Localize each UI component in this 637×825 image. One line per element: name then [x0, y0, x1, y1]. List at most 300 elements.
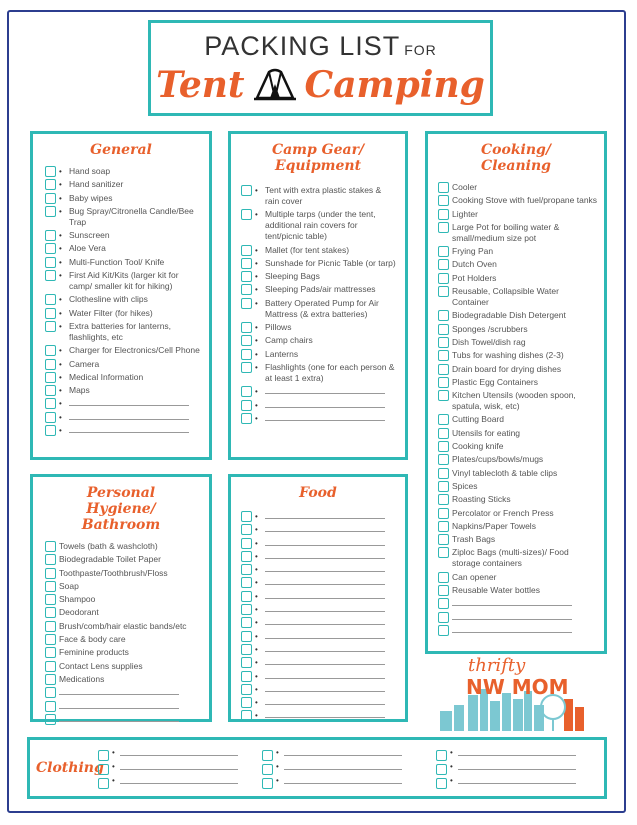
- item-label: Cutting Board: [452, 414, 504, 425]
- clothing-row: •: [436, 776, 576, 790]
- checkbox[interactable]: [438, 625, 449, 636]
- list-item: [239, 617, 397, 628]
- blank-line: [265, 413, 385, 421]
- checkbox[interactable]: [438, 454, 449, 465]
- bullet: •: [59, 180, 62, 190]
- checkbox[interactable]: [241, 710, 252, 721]
- item-label: Reusable Water bottles: [452, 585, 541, 596]
- blank-line: [265, 684, 385, 692]
- checkbox[interactable]: [98, 750, 109, 761]
- list-item: [436, 209, 598, 220]
- list-item: [239, 631, 397, 642]
- bullet: •: [255, 272, 258, 282]
- list-item: [43, 674, 203, 685]
- blank-line: [452, 598, 572, 606]
- checkbox[interactable]: [241, 209, 252, 220]
- list-item: [436, 414, 598, 425]
- item-label: Tubs for washing dishes (2-3): [452, 350, 564, 361]
- checkbox[interactable]: [45, 179, 56, 190]
- clothing-column-1: [98, 748, 238, 790]
- item-label: Bug Spray/Citronella Candle/Bee Trap: [69, 205, 194, 227]
- bullet: •: [255, 186, 258, 195]
- checkbox[interactable]: [241, 335, 252, 346]
- item-label: Hand sanitizer: [69, 179, 124, 190]
- item-label: Camera: [69, 358, 100, 369]
- checkbox[interactable]: [438, 364, 449, 375]
- bullet: •: [59, 206, 62, 216]
- checkbox[interactable]: [45, 594, 56, 605]
- checkbox[interactable]: [241, 631, 252, 642]
- list-item: [239, 271, 397, 282]
- cooking-section: [425, 131, 607, 654]
- item-label: Dutch Oven: [452, 259, 497, 270]
- checkbox[interactable]: [262, 764, 273, 775]
- list-item: [43, 661, 203, 672]
- checkbox[interactable]: [98, 778, 109, 789]
- checkbox[interactable]: [438, 585, 449, 596]
- item-label: Frying Pan: [452, 246, 494, 257]
- checkbox[interactable]: [45, 206, 56, 217]
- checkbox[interactable]: [438, 390, 449, 401]
- checkbox[interactable]: [45, 398, 56, 409]
- bullet: •: [59, 308, 62, 318]
- checkbox[interactable]: [241, 413, 252, 424]
- item-label: Lighter: [452, 208, 478, 219]
- food-title: Food: [299, 485, 337, 501]
- list-item: [43, 308, 203, 319]
- list-item: [436, 364, 598, 375]
- checkbox[interactable]: [241, 697, 252, 708]
- list-item: [43, 345, 203, 356]
- bullet: •: [255, 605, 258, 615]
- checkbox[interactable]: [45, 701, 56, 712]
- checkbox[interactable]: [438, 182, 449, 193]
- camp-gear-title: Camp Gear/ Equipment: [271, 142, 365, 174]
- item-label: Charger for Electronics/Cell Phone: [69, 345, 200, 356]
- checkbox[interactable]: [241, 349, 252, 360]
- list-item: [43, 607, 203, 618]
- list-item: [436, 612, 598, 623]
- item-label: Baby wipes: [69, 192, 113, 203]
- checkbox[interactable]: [45, 270, 56, 281]
- list-item: [436, 182, 598, 193]
- item-label: Lanterns: [265, 348, 299, 359]
- item-label: Cooler: [452, 182, 478, 192]
- checkbox[interactable]: [45, 166, 56, 177]
- checkbox[interactable]: [438, 222, 449, 233]
- blank-line: [452, 625, 572, 633]
- checkbox[interactable]: [45, 541, 56, 552]
- item-label: Cooking knife: [452, 441, 504, 452]
- checkbox[interactable]: [45, 714, 56, 725]
- item-label: Cooking Stove with fuel/propane tanks: [452, 195, 598, 206]
- item-label: Plastic Egg Containers: [452, 376, 538, 387]
- blank-line: [265, 400, 385, 408]
- logo-text-nw-mom: NW MOM: [466, 675, 569, 699]
- checkbox[interactable]: [241, 185, 252, 196]
- item-label: Medical Information: [69, 371, 144, 382]
- bullet: •: [255, 578, 258, 588]
- checkbox[interactable]: [241, 644, 252, 655]
- blank-line: [265, 511, 385, 519]
- checkbox[interactable]: [436, 764, 447, 775]
- item-label: Towels (bath & washcloth): [59, 541, 158, 551]
- checkbox[interactable]: [438, 468, 449, 479]
- list-item: [436, 547, 598, 569]
- bullet: •: [59, 271, 62, 281]
- bullet: •: [255, 538, 258, 548]
- item-label: Reusable, Collapsible Water Container: [452, 286, 559, 308]
- checkbox[interactable]: [438, 481, 449, 492]
- item-label: Clothesline with clips: [69, 294, 148, 305]
- checkbox[interactable]: [438, 350, 449, 361]
- item-label: Sunshade for Picnic Table (or tarp): [265, 257, 396, 268]
- hygiene-list: [33, 541, 209, 725]
- bullet: •: [255, 413, 258, 423]
- checkbox[interactable]: [45, 554, 56, 565]
- checkbox[interactable]: [241, 298, 252, 309]
- item-label: Roasting Sticks: [452, 494, 511, 505]
- checkbox[interactable]: [241, 511, 252, 522]
- list-item: [239, 362, 397, 384]
- checkbox[interactable]: [45, 607, 56, 618]
- clothing-row: •: [98, 762, 238, 776]
- list-item: [43, 594, 203, 605]
- list-item: [239, 349, 397, 360]
- checkbox[interactable]: [45, 568, 56, 579]
- checkbox[interactable]: [45, 294, 56, 305]
- item-label: Sunscreen: [69, 230, 110, 241]
- checkbox[interactable]: [241, 271, 252, 282]
- checkbox[interactable]: [438, 324, 449, 335]
- camp-gear-list: [231, 185, 405, 424]
- checkbox[interactable]: [241, 400, 252, 411]
- checkbox[interactable]: [241, 577, 252, 588]
- list-item: [436, 222, 598, 244]
- list-item: [43, 359, 203, 370]
- checkbox[interactable]: [436, 778, 447, 789]
- checkbox[interactable]: [241, 617, 252, 628]
- list-item: [239, 511, 397, 522]
- checkbox[interactable]: [45, 412, 56, 423]
- checkbox[interactable]: [438, 337, 449, 348]
- checkbox[interactable]: [45, 647, 56, 658]
- blank-line: [265, 617, 385, 625]
- clothing-row: •: [436, 762, 576, 776]
- blank-line: [265, 564, 385, 572]
- bullet: •: [255, 362, 258, 372]
- list-item: [239, 551, 397, 562]
- clothing-row: •: [262, 776, 402, 790]
- checkbox[interactable]: [438, 310, 449, 321]
- checkbox[interactable]: [45, 674, 56, 685]
- checkbox[interactable]: [45, 243, 56, 254]
- bullet: •: [59, 321, 62, 331]
- checkbox[interactable]: [45, 359, 56, 370]
- bullet: •: [255, 631, 258, 641]
- checkbox[interactable]: [241, 591, 252, 602]
- list-item: [239, 684, 397, 695]
- list-item: [43, 425, 203, 436]
- list-item: [43, 647, 203, 658]
- bullet: •: [255, 711, 258, 721]
- list-item: [436, 246, 598, 257]
- checkbox[interactable]: [241, 386, 252, 397]
- list-item: [239, 400, 397, 411]
- list-item: [43, 257, 203, 268]
- checkbox[interactable]: [436, 750, 447, 761]
- list-item: [43, 581, 203, 592]
- clothing-row: •: [262, 762, 402, 776]
- bullet: •: [59, 193, 62, 203]
- list-item: [239, 644, 397, 655]
- clothing-section: [27, 737, 607, 799]
- list-item: [43, 541, 203, 552]
- checkbox[interactable]: [241, 245, 252, 256]
- item-label: Percolator or French Press: [452, 507, 554, 518]
- list-item: [239, 386, 397, 397]
- list-item: [43, 372, 203, 383]
- list-item: [436, 598, 598, 609]
- checkbox[interactable]: [438, 508, 449, 519]
- blank-line: [452, 612, 572, 620]
- checkbox[interactable]: [45, 345, 56, 356]
- checkbox[interactable]: [438, 428, 449, 439]
- blank-line: [265, 697, 385, 705]
- item-label: Multiple tarps (under the tent, additional rain covers for tent/picnic table): [265, 209, 376, 242]
- item-label: Spices: [452, 480, 478, 491]
- bullet: •: [59, 257, 62, 267]
- item-label: Shampoo: [59, 594, 96, 605]
- bullet: •: [59, 359, 62, 369]
- list-item: [436, 494, 598, 505]
- checkbox[interactable]: [241, 551, 252, 562]
- list-item: [436, 585, 598, 596]
- bullet: •: [255, 298, 258, 308]
- checkbox[interactable]: [241, 684, 252, 695]
- bullet: •: [59, 295, 62, 305]
- clothing-column-2: [262, 748, 402, 790]
- item-label: Hand soap: [69, 166, 111, 176]
- checkbox[interactable]: [45, 308, 56, 319]
- checkbox[interactable]: [438, 494, 449, 505]
- bullet: •: [255, 658, 258, 668]
- tent-icon: [253, 68, 297, 102]
- list-item: [239, 538, 397, 549]
- checkbox[interactable]: [45, 385, 56, 396]
- general-title: General: [90, 142, 152, 158]
- list-item: [436, 454, 598, 465]
- checkbox[interactable]: [241, 657, 252, 668]
- blank-line: [265, 386, 385, 394]
- bullet: •: [255, 400, 258, 410]
- camp-gear-section: [228, 131, 408, 460]
- item-label: Face & body care: [59, 634, 126, 645]
- blank-line: [265, 538, 385, 546]
- checkbox[interactable]: [241, 538, 252, 549]
- bullet: •: [255, 323, 258, 333]
- checkbox[interactable]: [45, 621, 56, 632]
- item-label: Napkins/Paper Towels: [452, 520, 536, 531]
- item-label: Sleeping Pads/air mattresses: [265, 284, 376, 295]
- list-item: [436, 286, 598, 308]
- item-label: Camp chairs: [265, 335, 313, 346]
- list-item: [436, 324, 598, 335]
- checkbox[interactable]: [45, 372, 56, 383]
- checkbox[interactable]: [438, 572, 449, 583]
- item-label: Kitchen Utensils (wooden spoon, spatula, wisk, etc): [452, 390, 576, 412]
- bullet: •: [255, 565, 258, 575]
- checkbox[interactable]: [241, 284, 252, 295]
- checkbox[interactable]: [438, 534, 449, 545]
- checkbox[interactable]: [438, 441, 449, 452]
- item-label: Utensils for eating: [452, 427, 521, 438]
- item-label: Sleeping Bags: [265, 271, 320, 282]
- blank-line: [59, 687, 179, 695]
- item-label: Toothpaste/Toothbrush/Floss: [59, 567, 168, 578]
- general-section: [30, 131, 212, 460]
- checkbox[interactable]: [241, 564, 252, 575]
- checkbox[interactable]: [45, 661, 56, 672]
- list-item: [43, 230, 203, 241]
- checkbox[interactable]: [241, 524, 252, 535]
- item-label: Deodorant: [59, 607, 99, 618]
- bullet: •: [255, 698, 258, 708]
- checkbox[interactable]: [262, 778, 273, 789]
- list-item: [43, 554, 203, 565]
- item-label: Brush/comb/hair elastic bands/etc: [59, 620, 187, 631]
- item-label: Trash Bags: [452, 534, 496, 545]
- checkbox[interactable]: [438, 286, 449, 297]
- checkbox[interactable]: [262, 750, 273, 761]
- checkbox[interactable]: [438, 195, 449, 206]
- list-item: [239, 710, 397, 721]
- list-item: [43, 294, 203, 305]
- list-item: [239, 258, 397, 269]
- bullet: •: [59, 399, 62, 409]
- checkbox[interactable]: [241, 362, 252, 373]
- blank-line: [265, 524, 385, 532]
- list-item: [43, 206, 203, 228]
- bullet: •: [255, 336, 258, 346]
- checkbox[interactable]: [98, 764, 109, 775]
- checkbox[interactable]: [438, 259, 449, 270]
- list-item: [43, 398, 203, 409]
- list-item: [436, 195, 598, 206]
- list-item: [43, 166, 203, 177]
- checkbox[interactable]: [45, 230, 56, 241]
- food-list: [231, 511, 405, 721]
- list-item: [43, 568, 203, 579]
- item-label: Extra batteries for lanterns, flashlights, etc: [69, 320, 172, 342]
- checkbox[interactable]: [45, 425, 56, 436]
- bullet: •: [255, 618, 258, 628]
- list-item: [239, 185, 397, 207]
- checkbox[interactable]: [438, 414, 449, 425]
- checkbox[interactable]: [438, 246, 449, 257]
- list-item: [239, 591, 397, 602]
- bullet: •: [255, 551, 258, 561]
- cooking-list: [428, 182, 604, 636]
- checkbox[interactable]: [438, 521, 449, 532]
- list-item: [436, 337, 598, 348]
- logo-text-thrifty: thrifty: [468, 655, 526, 676]
- bullet: •: [59, 167, 62, 176]
- list-item: [436, 428, 598, 439]
- list-item: [43, 701, 203, 712]
- list-item: [43, 412, 203, 423]
- list-item: [239, 335, 397, 346]
- checkbox[interactable]: [241, 604, 252, 615]
- item-label: Mallet (for tent stakes): [265, 244, 350, 255]
- food-section: [228, 474, 408, 722]
- list-item: [43, 385, 203, 396]
- checkbox[interactable]: [438, 598, 449, 609]
- item-label: Battery Operated Pump for Air Mattress (& extra batteries): [265, 297, 379, 319]
- list-item: [436, 377, 598, 388]
- list-item: [239, 413, 397, 424]
- checkbox[interactable]: [45, 581, 56, 592]
- list-item: [239, 524, 397, 535]
- list-item: [239, 657, 397, 668]
- checkbox[interactable]: [241, 671, 252, 682]
- checkbox[interactable]: [45, 321, 56, 332]
- bullet: •: [255, 591, 258, 601]
- checkbox[interactable]: [438, 377, 449, 388]
- bullet: •: [59, 244, 62, 254]
- checkbox[interactable]: [45, 634, 56, 645]
- bullet: •: [59, 346, 62, 356]
- blank-line: [265, 604, 385, 612]
- item-label: Sponges /scrubbers: [452, 323, 528, 334]
- item-label: Water Filter (for hikes): [69, 307, 153, 318]
- checkbox[interactable]: [45, 687, 56, 698]
- checkbox[interactable]: [241, 322, 252, 333]
- blank-line: [69, 412, 189, 420]
- item-label: Large Pot for boiling water & small/medium size pot: [452, 221, 560, 243]
- item-label: Contact Lens supplies: [59, 660, 143, 671]
- list-item: [43, 714, 203, 725]
- item-label: Ziploc Bags (multi-sizes)/ Food storage containers: [452, 547, 569, 569]
- checkbox[interactable]: [438, 209, 449, 220]
- checkbox[interactable]: [438, 273, 449, 284]
- item-label: Dish Towel/dish rag: [452, 336, 526, 347]
- list-item: [436, 390, 598, 412]
- checkbox[interactable]: [45, 257, 56, 268]
- checkbox[interactable]: [438, 612, 449, 623]
- list-item: [436, 273, 598, 284]
- checkbox[interactable]: [438, 547, 449, 558]
- bullet: •: [255, 245, 258, 255]
- bullet: •: [59, 231, 62, 241]
- list-item: [436, 508, 598, 519]
- bullet: •: [255, 387, 258, 397]
- bullet: •: [255, 671, 258, 681]
- checkbox[interactable]: [241, 258, 252, 269]
- list-item: [436, 521, 598, 532]
- clothing-title: Clothing: [36, 760, 104, 776]
- list-item: [436, 310, 598, 321]
- bullet: •: [255, 684, 258, 694]
- item-label: Vinyl tablecloth & table clips: [452, 467, 558, 478]
- list-item: [436, 572, 598, 583]
- item-label: Biodegradable Dish Detergent: [452, 310, 566, 321]
- hygiene-section: [30, 474, 212, 722]
- checkbox[interactable]: [45, 193, 56, 204]
- list-item: [436, 441, 598, 452]
- bullet: •: [255, 285, 258, 295]
- title-packing-list: PACKING LIST FOR: [204, 31, 437, 61]
